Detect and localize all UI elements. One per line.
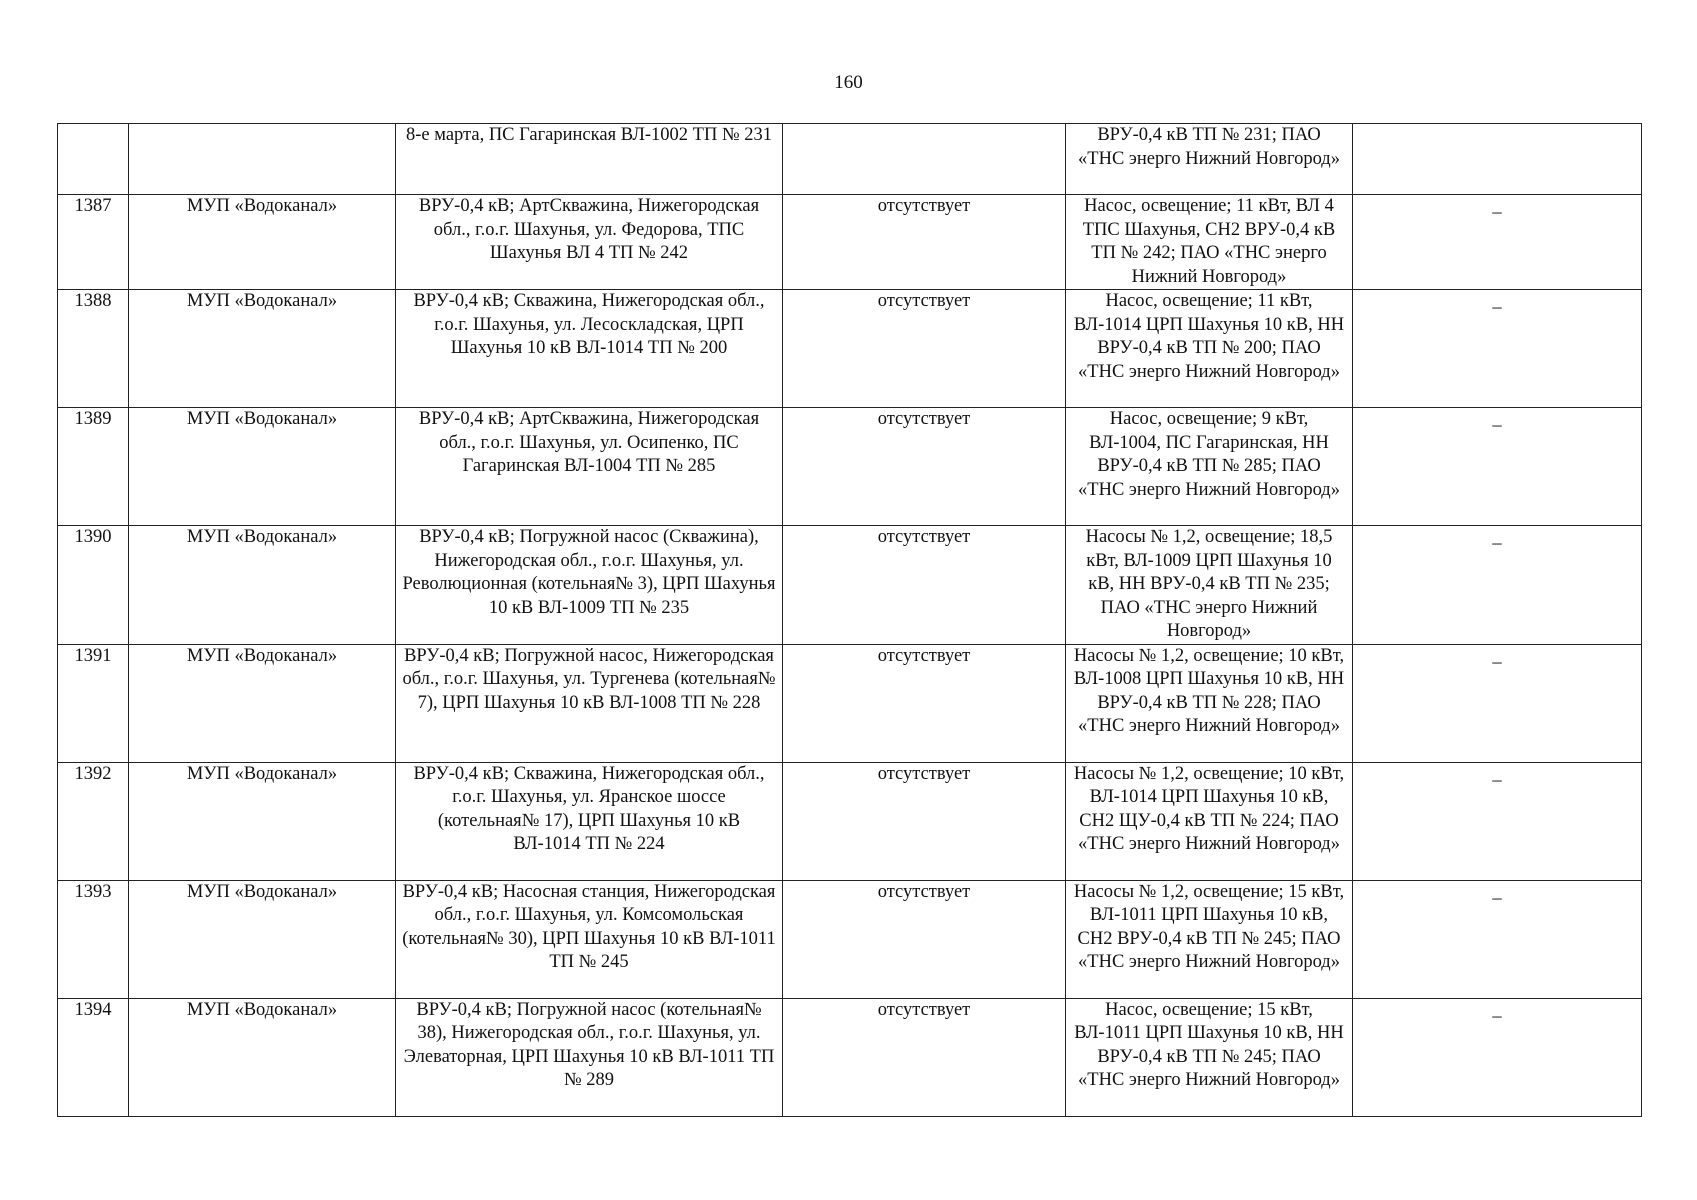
organization-cell: МУП «Водоканал» [129, 880, 396, 998]
data-table [57, 123, 1642, 1117]
status-cell: отсутствует [783, 526, 1066, 645]
organization-cell: МУП «Водоканал» [129, 526, 396, 645]
location-cell: ВРУ-0,4 кВ; Насосная станция, Нижегородская обл., г.о.г. Шахунья, ул. Комсомольская (котельная№ 30), ЦРП Шахунья 10 кВ ВЛ-1011 ТП № 245 [396, 880, 783, 998]
status-cell: отсутствует [783, 998, 1066, 1116]
row-number: 1389 [58, 408, 129, 526]
status-cell: отсутствует [783, 762, 1066, 880]
location-cell: ВРУ-0,4 кВ; АртСкважина, Нижегородская обл., г.о.г. Шахунья, ул. Осипенко, ПС Гагаринская ВЛ-1004 ТП № 285 [396, 408, 783, 526]
location-cell: ВРУ-0,4 кВ; Погружной насос (котельная№ 38), Нижегородская обл., г.о.г. Шахунья, ул. Элеваторная, ЦРП Шахунья 10 кВ ВЛ-1011 ТП № 289 [396, 998, 783, 1116]
details-cell: Насос, освещение; 15 кВт, ВЛ-1011 ЦРП Шахунья 10 кВ, НН ВРУ-0,4 кВ ТП № 245; ПАО «ТНС энерго Нижний Новгород» [1066, 998, 1353, 1116]
row-number: 1387 [58, 195, 129, 290]
table-row [58, 408, 1642, 526]
organization-cell: МУП «Водоканал» [129, 408, 396, 526]
details-cell: ВРУ-0,4 кВ ТП № 231; ПАО «ТНС энерго Нижний Новгород» [1066, 124, 1353, 195]
organization-cell [129, 124, 396, 195]
organization-cell: МУП «Водоканал» [129, 290, 396, 408]
row-number: 1390 [58, 526, 129, 645]
location-cell: ВРУ-0,4 кВ; Скважина, Нижегородская обл., г.о.г. Шахунья, ул. Яранское шоссе (котельная№ 17), ЦРП Шахунья 10 кВ ВЛ-1014 ТП № 224 [396, 762, 783, 880]
details-cell: Насос, освещение; 9 кВт, ВЛ-1004, ПС Гагаринская, НН ВРУ-0,4 кВ ТП № 285; ПАО «ТНС энерго Нижний Новгород» [1066, 408, 1353, 526]
note-cell: _ [1353, 762, 1642, 880]
table-row [58, 195, 1642, 290]
details-cell: Насосы № 1,2, освещение; 10 кВт, ВЛ-1008 ЦРП Шахунья 10 кВ, НН ВРУ-0,4 кВ ТП № 228; ПАО «ТНС энерго Нижний Новгород» [1066, 644, 1353, 762]
organization-cell: МУП «Водоканал» [129, 195, 396, 290]
location-cell: 8-е марта, ПС Гагаринская ВЛ-1002 ТП № 231 [396, 124, 783, 195]
table-row [58, 880, 1642, 998]
table-row [58, 124, 1642, 195]
note-cell [1353, 124, 1642, 195]
table-row [58, 762, 1642, 880]
organization-cell: МУП «Водоканал» [129, 998, 396, 1116]
note-cell: _ [1353, 195, 1642, 290]
details-cell: Насосы № 1,2, освещение; 15 кВт, ВЛ-1011 ЦРП Шахунья 10 кВ, СН2 ВРУ-0,4 кВ ТП № 245; ПАО «ТНС энерго Нижний Новгород» [1066, 880, 1353, 998]
note-cell: _ [1353, 998, 1642, 1116]
table-row [58, 290, 1642, 408]
row-number: 1393 [58, 880, 129, 998]
organization-cell: МУП «Водоканал» [129, 762, 396, 880]
note-cell: _ [1353, 880, 1642, 998]
location-cell: ВРУ-0,4 кВ; Погружной насос (Скважина), Нижегородская обл., г.о.г. Шахунья, ул. Революционная (котельная№ 3), ЦРП Шахунья 10 кВ ВЛ-1009 ТП № 235 [396, 526, 783, 645]
organization-cell: МУП «Водоканал» [129, 644, 396, 762]
note-cell: _ [1353, 290, 1642, 408]
status-cell: отсутствует [783, 408, 1066, 526]
status-cell: отсутствует [783, 195, 1066, 290]
details-cell: Насос, освещение; 11 кВт, ВЛ 4 ТПС Шахунья, СН2 ВРУ-0,4 кВ ТП № 242; ПАО «ТНС энерго Нижний Новгород» [1066, 195, 1353, 290]
row-number: 1388 [58, 290, 129, 408]
status-cell: отсутствует [783, 880, 1066, 998]
note-cell: _ [1353, 408, 1642, 526]
note-cell: _ [1353, 526, 1642, 645]
status-cell: отсутствует [783, 290, 1066, 408]
row-number: 1391 [58, 644, 129, 762]
details-cell: Насосы № 1,2, освещение; 18,5 кВт, ВЛ-1009 ЦРП Шахунья 10 кВ, НН ВРУ-0,4 кВ ТП № 235; ПАО «ТНС энерго Нижний Новгород» [1066, 526, 1353, 645]
row-number [58, 124, 129, 195]
table-row [58, 526, 1642, 645]
details-cell: Насосы № 1,2, освещение; 10 кВт, ВЛ-1014 ЦРП Шахунья 10 кВ, СН2 ЩУ-0,4 кВ ТП № 224; ПАО «ТНС энерго Нижний Новгород» [1066, 762, 1353, 880]
table-row [58, 644, 1642, 762]
location-cell: ВРУ-0,4 кВ; Погружной насос, Нижегородская обл., г.о.г. Шахунья, ул. Тургенева (котельная№ 7), ЦРП Шахунья 10 кВ ВЛ-1008 ТП № 228 [396, 644, 783, 762]
page-number: 160 [834, 72, 863, 93]
location-cell: ВРУ-0,4 кВ; АртСкважина, Нижегородская обл., г.о.г. Шахунья, ул. Федорова, ТПС Шахунья ВЛ 4 ТП № 242 [396, 195, 783, 290]
row-number: 1394 [58, 998, 129, 1116]
note-cell: _ [1353, 644, 1642, 762]
details-cell: Насос, освещение; 11 кВт, ВЛ-1014 ЦРП Шахунья 10 кВ, НН ВРУ-0,4 кВ ТП № 200; ПАО «ТНС энерго Нижний Новгород» [1066, 290, 1353, 408]
row-number: 1392 [58, 762, 129, 880]
table-row [58, 998, 1642, 1116]
status-cell [783, 124, 1066, 195]
location-cell: ВРУ-0,4 кВ; Скважина, Нижегородская обл., г.о.г. Шахунья, ул. Лесоскладская, ЦРП Шахунья 10 кВ ВЛ-1014 ТП № 200 [396, 290, 783, 408]
status-cell: отсутствует [783, 644, 1066, 762]
